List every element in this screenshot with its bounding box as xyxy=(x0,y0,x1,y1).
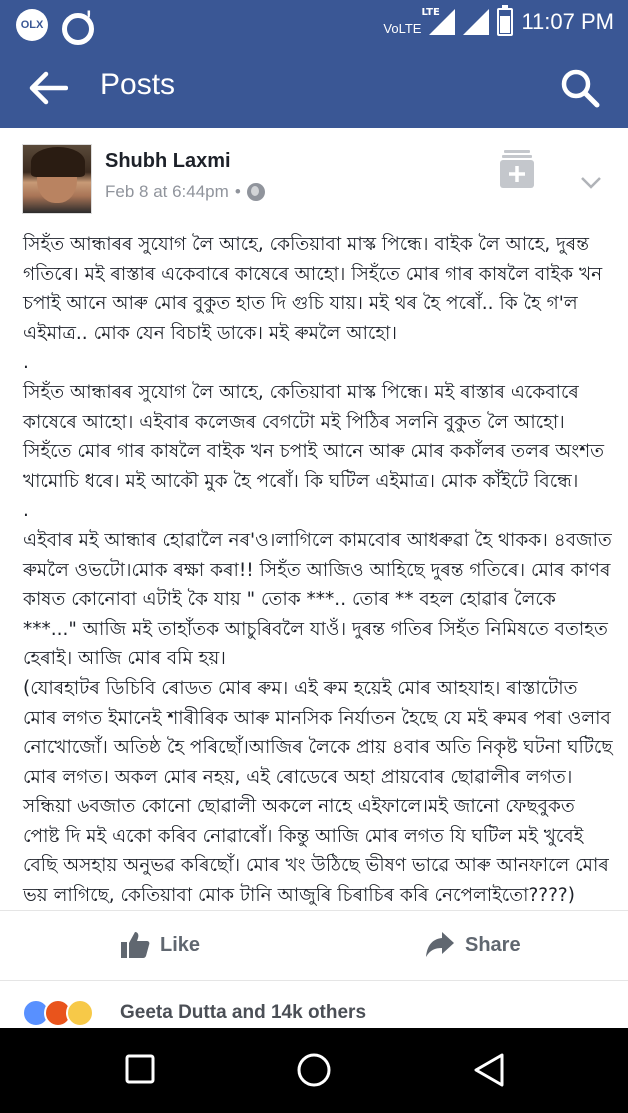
recents-icon[interactable] xyxy=(124,1053,156,1085)
sad-reaction-icon xyxy=(66,999,94,1027)
nav-back-icon[interactable] xyxy=(472,1052,506,1088)
page-title: Posts xyxy=(100,68,176,101)
thumbs-up-icon xyxy=(120,930,150,960)
volte-label: VoLTE xyxy=(383,20,422,36)
home-icon[interactable] xyxy=(296,1052,332,1088)
reaction-count[interactable]: Geeta Dutta and 14k others xyxy=(120,1002,367,1023)
meta-separator: • xyxy=(234,182,241,201)
post-text: সিহঁত আন্ধাৰৰ সুযোগ লৈ আহে, কেতিয়াবা মাস্ক পিন্ধে। বাইক লৈ আহে, দুৰন্ত গতিৰে। মই ৰাস্তাৰ একেবাৰে কাষেৰে আহো। সিহঁতে মোৰ গাৰ কাষলৈ বাইক খন চপাই আনে আৰু মোৰ বুকুত হাত দি গুচি যায়। মই থৰ হৈ পৰোঁ.. কি হৈ গ'ল এইমাত্ৰ.. মোক যেন বিচাই ডাকে। মই ৰুমলৈ আহো। . সিহঁত আন্ধাৰৰ সুযোগ লৈ আহে, কেতিয়াবা মাস্ক পিন্ধে। মই ৰাস্তাৰ একেবাৰে কাষেৰে আহো। এইবাৰ কলেজৰ বেগটো মই পিঠিৰ সলনি বুকুত লৈ আহো। সিহঁতে মোৰ গাৰ কাষলৈ বাইক খন চপাই আনে আৰু মোৰ ককাঁলৰ তলৰ অংশত খামোচি ধৰে। মই আকৌ মুক হৈ পৰোঁ। কি ঘটিল এইমাত্ৰ। মোক কাঁইটে বিন্ধে। . এইবাৰ মই আন্ধাৰ হোৱালৈ নৰ'ও।লাগিলে কামবোৰ আধৰুৱা হৈ থাকক। ৪বজাত ৰুমলৈ ওভটো।মোক ৰক্ষা কৰা!! সিহঁত আজিও আহিছে দুৰন্ত গতিৰে। মোৰ কাণৰ কাষত কোনোবা এটাই কৈ যায় " তোক ***.. তোৰ ** বহল হোৱাৰ লৈকে ***..." আজি মই তাহাঁতক আচুৰিবলৈ যাওঁ। দুৰন্ত গতিৰ সিহঁত নিমিষতে বতাহত হেৰাই। আজি মোৰ বমি হয়। (যোৰহাটৰ ডিচিবি ৰোডত মোৰ ৰুম। এই ৰুম হয়েই মোৰ আহযাহ। ৰাস্তাটোত মোৰ লগত ইমানেই শাৰীৰিক আৰু মানসিক নিৰ্যাতন হৈছে যে মই ৰুমৰ পৰা ওলাব নোখোজোঁ। অতিষ্ঠ হৈ পৰিছোঁ।আজিৰ লৈকে প্ৰায় ৪বাৰ অতি নিকৃষ্ট ঘটনা ঘটিছে মোৰ লগত। অকল মোৰ নহয়, এই ৰোডেৰে অহা প্ৰায়বোৰ ছোৱালীৰ লগত। সন্ধিয়া ৬বজাত কোনো ছোৱালী অকলে নাহে এইফালে।মই জানো ফেছবুকত পোষ্ট দি মই একো কৰিব নোৱাৰোঁ। কিন্তু আজি মোৰ লগত যি ঘটিল মই খুবেই বেছি অসহায় অনুভৱ কৰিছোঁ। মোৰ খং উঠিছে ভীষণ ভাৱে আৰু আনফালে মোৰ ভয় লাগিছে, কেতিয়াবা মোক টানি আজুৰি চিৰাচিৰ কৰি নেপেলাইতো????) xyxy=(23,234,613,907)
share-button[interactable] xyxy=(425,928,521,962)
status-bar xyxy=(0,0,628,48)
lte-signal-icon xyxy=(421,7,455,35)
navigation-bar xyxy=(0,1028,628,1113)
reaction-summary[interactable] xyxy=(0,998,628,1028)
signal-icon xyxy=(463,9,489,35)
divider xyxy=(0,910,628,911)
avatar[interactable] xyxy=(22,144,92,214)
olx-notification-icon: OLX xyxy=(16,9,48,41)
back-arrow-icon[interactable] xyxy=(28,70,68,106)
post-timestamp[interactable]: Feb 8 at 6:44pm xyxy=(105,182,229,201)
app-bar xyxy=(0,48,628,128)
post-meta xyxy=(105,182,265,202)
globe-icon xyxy=(247,183,265,201)
share-arrow-icon xyxy=(425,930,455,960)
chevron-down-icon[interactable] xyxy=(580,176,602,190)
like-label: Like xyxy=(160,933,201,956)
reaction-icons xyxy=(22,999,112,1029)
battery-icon xyxy=(497,8,513,36)
post-card xyxy=(0,128,628,1028)
post-author[interactable]: Shubh Laxmi xyxy=(105,150,231,172)
save-post-icon[interactable] xyxy=(500,150,534,188)
disc-notification-icon xyxy=(60,11,88,39)
lte-label: LTE xyxy=(421,7,440,18)
share-label: Share xyxy=(465,933,521,956)
status-clock: 11:07 PM xyxy=(521,9,614,34)
divider xyxy=(0,980,628,981)
like-button[interactable] xyxy=(120,928,200,962)
search-icon[interactable] xyxy=(560,68,600,108)
